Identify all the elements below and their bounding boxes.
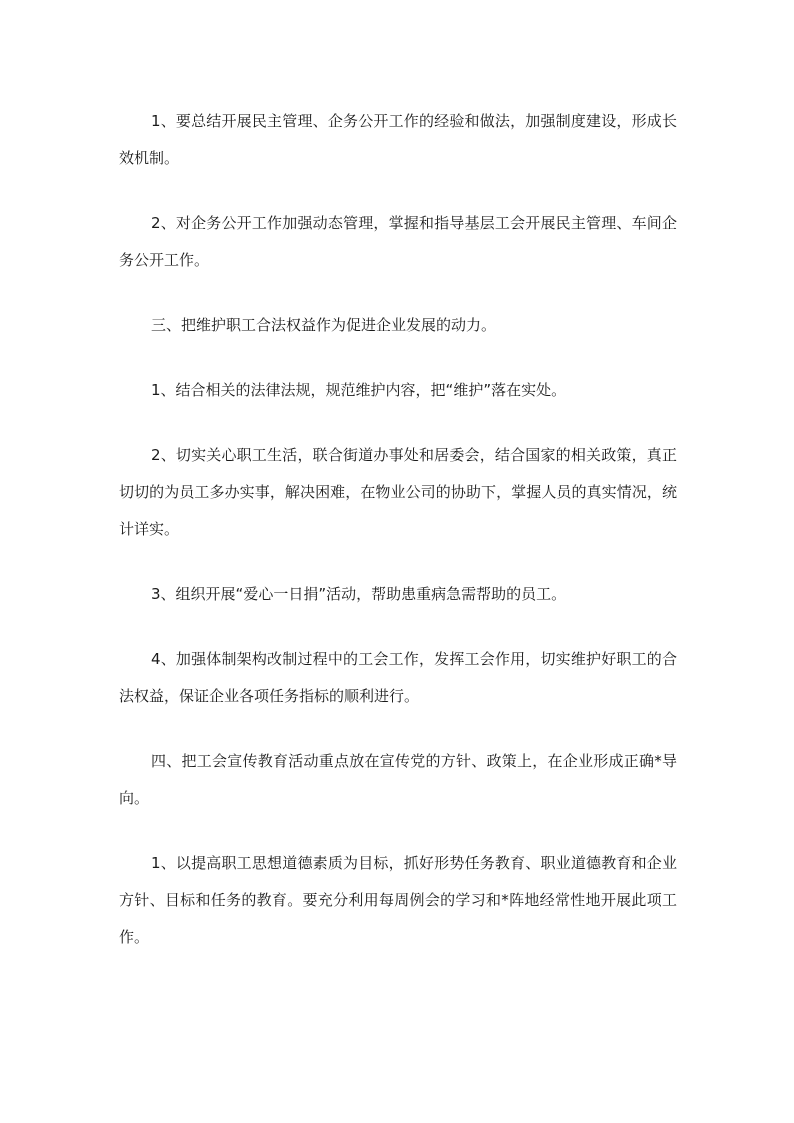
section-heading-publicity: 四、把工会宣传教育活动重点放在宣传党的方针、政策上，在企业形成正确*导向。 — [119, 752, 677, 807]
paragraph-laws-regulations: 1、结合相关的法律法规，规范维护内容，把“维护”落在实处。 — [151, 381, 567, 399]
section-heading-rights: 三、把维护职工合法权益作为促进企业发展的动力。 — [151, 316, 497, 334]
paragraph-summarize-experience: 1、要总结开展民主管理、企务公开工作的经验和做法，加强制度建设，形成长效机制。 — [119, 112, 677, 167]
paragraph-dynamic-management: 2、对企务公开工作加强动态管理，掌握和指导基层工会开展民主管理、车间企务公开工作。 — [119, 214, 677, 269]
document-body — [119, 103, 677, 984]
paragraph-moral-education: 1、以提高职工思想道德素质为目标，抓好形势任务教育、职业道德教育和企业方针、目标和任务的教育。要充分利用每周例会的学习和*阵地经常性地开展此项工作。 — [119, 854, 677, 946]
paragraph-union-restructuring: 4、加强体制架构改制过程中的工会工作，发挥工会作用，切实维护好职工的合法权益，保证企业各项任务指标的顺利进行。 — [119, 650, 677, 705]
paragraph-care-for-workers: 2、切实关心职工生活，联合街道办事处和居委会，结合国家的相关政策，真正切切的为员工多办实事，解决困难，在物业公司的协助下，掌握人员的真实情况，统计详实。 — [119, 446, 677, 538]
paragraph-charity-activity: 3、组织开展“爱心一日捐”活动，帮助患重病急需帮助的员工。 — [151, 585, 567, 603]
